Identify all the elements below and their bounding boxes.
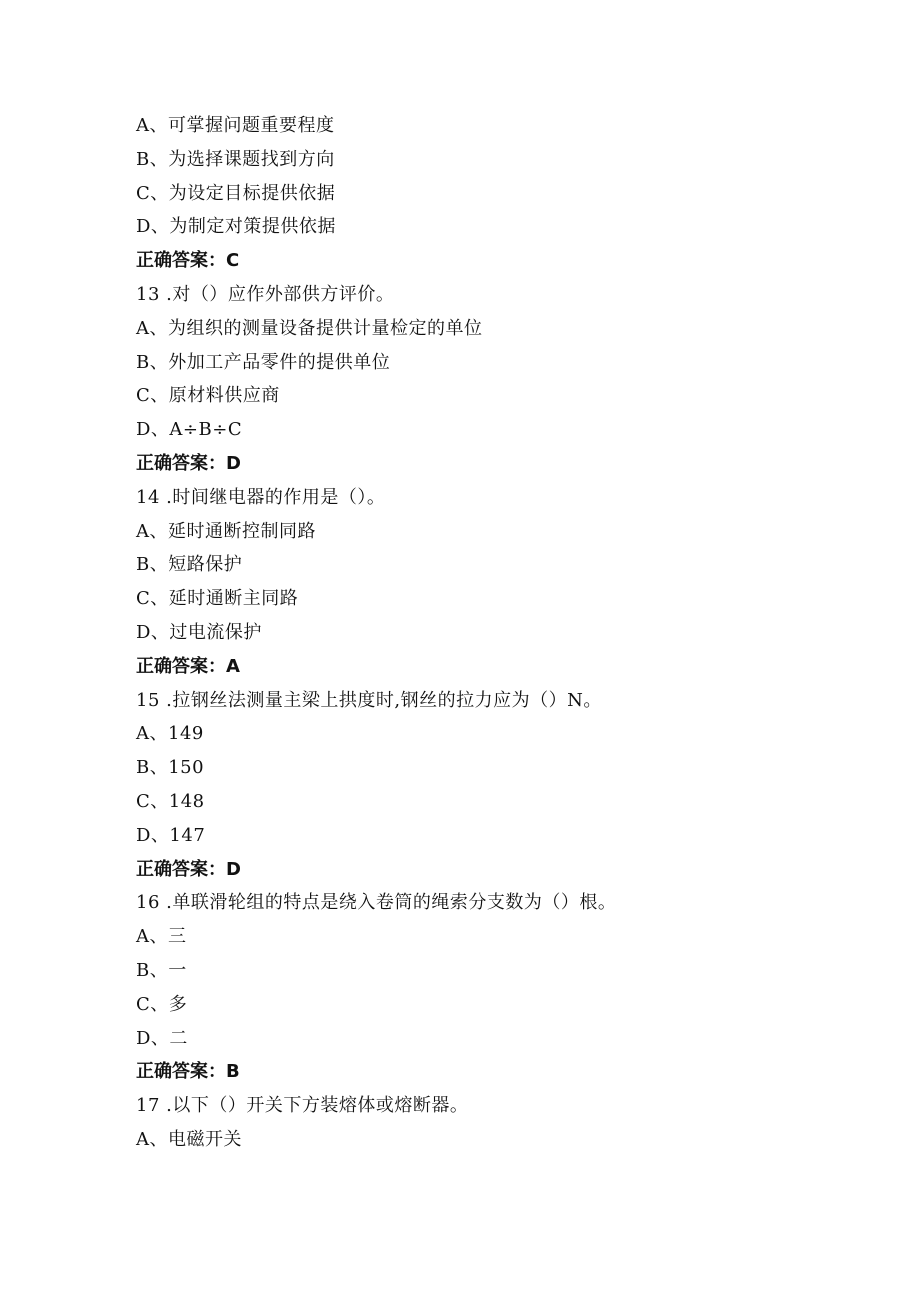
answer-option: C、为设定目标提供依据	[136, 182, 336, 204]
correct-answer: 正确答案：D	[136, 858, 241, 880]
question-text: 13 .对（）应作外部供方评价。	[136, 283, 395, 305]
answer-option: C、原材料供应商	[136, 385, 280, 407]
correct-answer: 正确答案：C	[136, 250, 240, 272]
answer-option: A、电磁开关	[136, 1128, 242, 1150]
exam-content	[136, 109, 856, 1157]
answer-option: B、短路保护	[136, 554, 243, 576]
answer-option: A、延时通断控制同路	[136, 520, 316, 542]
answer-option: A、为组织的测量设备提供计量检定的单位	[136, 317, 483, 339]
answer-option: C、多	[136, 993, 188, 1015]
answer-option: C、延时通断主同路	[136, 588, 299, 610]
answer-option: B、为选择课题找到方向	[136, 148, 335, 170]
answer-option: D、A÷B÷C	[136, 419, 243, 441]
answer-option: B、一	[136, 959, 187, 981]
answer-option: B、外加工产品零件的提供单位	[136, 351, 391, 373]
question-text: 14 .时间继电器的作用是（）。	[136, 486, 386, 508]
answer-option: D、147	[136, 824, 206, 846]
answer-option: D、为制定对策提供依据	[136, 216, 336, 238]
answer-option: A、可掌握问题重要程度	[136, 115, 335, 136]
answer-option: B、150	[136, 757, 205, 779]
question-text: 17 .以下（）开关下方装熔体或熔断器。	[136, 1095, 469, 1117]
answer-option: D、过电流保护	[136, 621, 262, 643]
answer-option: D、二	[136, 1027, 188, 1049]
answer-option: C、148	[136, 790, 205, 812]
correct-answer: 正确答案：A	[136, 655, 240, 677]
correct-answer: 正确答案：B	[136, 1061, 240, 1083]
correct-answer: 正确答案：D	[136, 452, 241, 474]
answer-option: A、三	[136, 926, 187, 948]
question-text: 16 .单联滑轮组的特点是绕入卷筒的绳索分支数为（）根。	[136, 892, 617, 914]
answer-option: A、149	[136, 723, 204, 745]
question-text: 15 .拉钢丝法测量主梁上拱度时,钢丝的拉力应为（）N。	[136, 689, 602, 711]
